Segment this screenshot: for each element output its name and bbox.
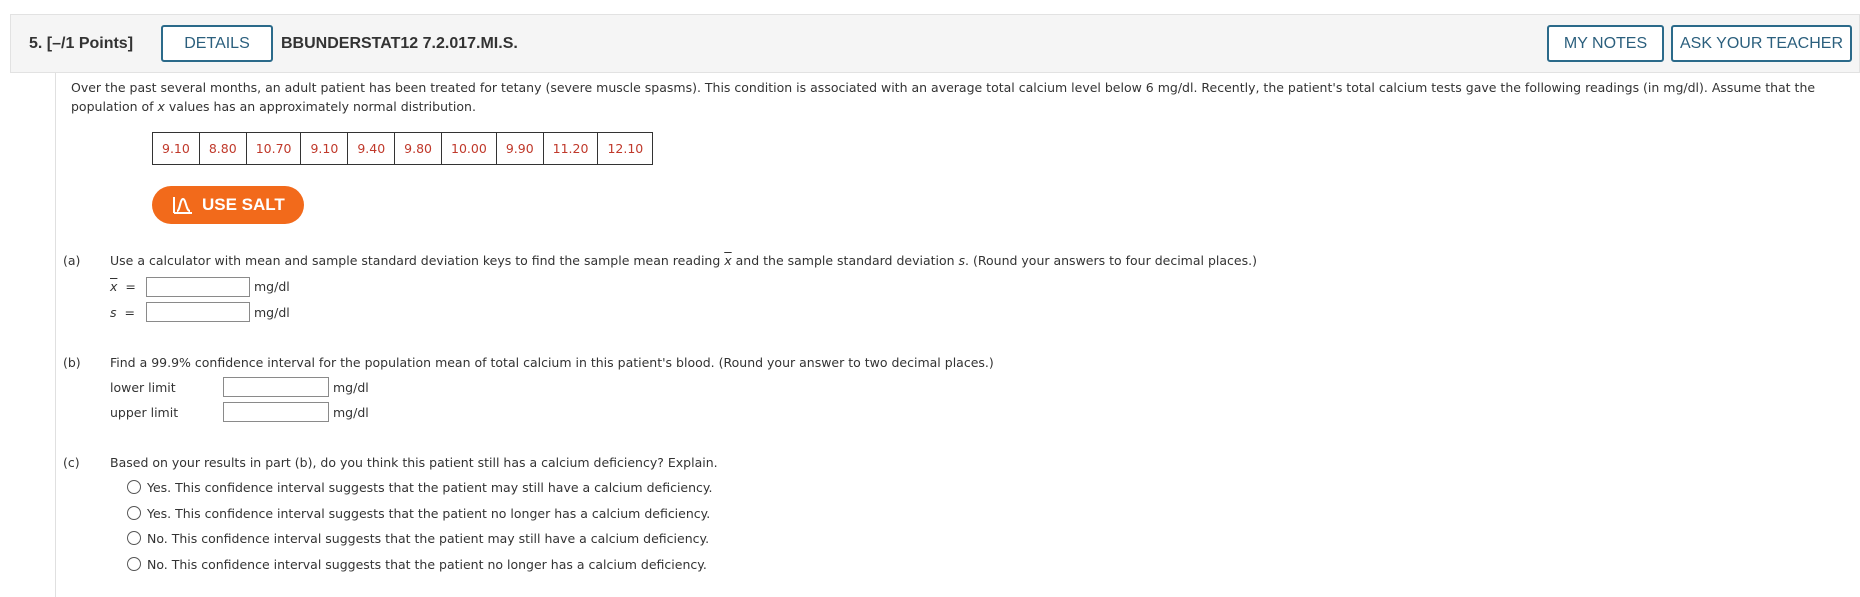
question-code: BBUNDERSTAT12 7.2.017.MI.S. — [281, 35, 518, 52]
my-notes-button[interactable]: MY NOTES — [1547, 25, 1664, 62]
part-c-letter: (c) — [63, 455, 80, 470]
radio-option-1[interactable] — [127, 480, 141, 494]
option-label-1: Yes. This confidence interval suggests that the patient may still have a calcium deficiency. — [147, 480, 713, 495]
use-salt-button[interactable] — [152, 186, 304, 224]
option-label-2: Yes. This confidence interval suggests that the patient no longer has a calcium deficiency. — [147, 506, 711, 521]
question-header — [10, 14, 1860, 73]
part-a-question: Use a calculator with mean and sample standard deviation keys to find the sample mean reading $\overline{x}$ and the sample standard deviation s. (Round your answers to four decimal places.) — [110, 253, 1257, 268]
question-number: 5. [–/1 Points] — [29, 35, 134, 52]
upper-limit-unit: mg/dl — [333, 405, 369, 420]
reading-cell: 9.10 — [301, 133, 348, 165]
details-button[interactable]: DETAILS — [161, 25, 273, 62]
sample-sd-input[interactable] — [146, 302, 250, 322]
reading-cell: 9.10 — [153, 133, 200, 165]
salt-chart-icon — [172, 195, 194, 215]
reading-cell: 10.70 — [246, 133, 301, 165]
reading-cell: 10.00 — [442, 133, 497, 165]
lower-limit-label: lower limit — [110, 380, 176, 395]
reading-cell: 9.90 — [496, 133, 543, 165]
option-label-3: No. This confidence interval suggests that the patient may still have a calcium deficiency. — [147, 531, 710, 546]
use-salt-label: USE SALT — [202, 195, 285, 214]
reading-cell: 9.80 — [395, 133, 442, 165]
reading-cell: 12.10 — [598, 133, 653, 165]
reading-cell: 8.80 — [199, 133, 246, 165]
sample-mean-input[interactable] — [146, 277, 250, 297]
part-b-letter: (b) — [63, 355, 81, 370]
lower-limit-unit: mg/dl — [333, 380, 369, 395]
intro-text: Over the past several months, an adult patient has been treated for tetany (severe muscle spasms). This condition is associated with an average total calcium level below 6 mg/dl. Recently, the patient's total calcium tests gave the following readings (in mg/dl). Assume that the population of x values has an approximately normal distribution. — [71, 80, 1816, 114]
ask-teacher-button[interactable]: ASK YOUR TEACHER — [1671, 25, 1852, 62]
radio-option-3[interactable] — [127, 531, 141, 545]
points-label: [–/1 Points] — [46, 35, 134, 52]
readings-table — [152, 132, 653, 165]
left-border — [55, 73, 56, 597]
part-b-question: Find a 99.9% confidence interval for the population mean of total calcium in this patient's blood. (Round your answer to two decimal places.) — [110, 355, 994, 370]
radio-option-2[interactable] — [127, 506, 141, 520]
radio-option-4[interactable] — [127, 557, 141, 571]
sd-label: s = — [110, 305, 135, 320]
option-label-4: No. This confidence interval suggests that the patient no longer has a calcium deficiency. — [147, 557, 707, 572]
upper-limit-input[interactable] — [223, 402, 329, 422]
part-c-question: Based on your results in part (b), do you think this patient still has a calcium deficiency? Explain. — [110, 455, 718, 470]
lower-limit-input[interactable] — [223, 377, 329, 397]
upper-limit-label: upper limit — [110, 405, 179, 420]
reading-cell: 9.40 — [348, 133, 395, 165]
mean-unit: mg/dl — [254, 279, 290, 294]
mean-label: $\overline{x}$ = — [110, 279, 136, 294]
part-a-letter: (a) — [63, 253, 81, 268]
sd-unit: mg/dl — [254, 305, 290, 320]
reading-cell: 11.20 — [543, 133, 598, 165]
